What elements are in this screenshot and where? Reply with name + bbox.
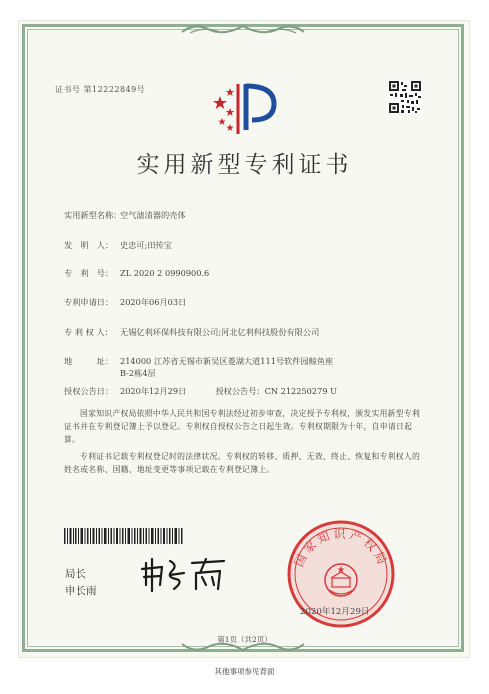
- field-application-date: [64, 297, 186, 308]
- field-address: [64, 356, 333, 367]
- seal-text: 国家知识产权局: [291, 527, 391, 569]
- field-value: 史忠可;田传宝: [120, 240, 172, 250]
- director-name: 申长雨: [65, 585, 97, 597]
- field-label: 地 址：: [64, 356, 114, 366]
- patent-office-emblem: [208, 78, 280, 136]
- field-utility-model-name: [64, 210, 186, 221]
- field-label: 专 利 号：: [64, 268, 114, 278]
- field-patent-number: [64, 268, 209, 279]
- seal-date: 2020年12月29日: [300, 607, 370, 617]
- certificate-number-value: 第12222849号: [83, 85, 146, 94]
- certificate-title: 实用新型专利证书: [136, 152, 353, 178]
- top-border-ornament: [180, 22, 306, 36]
- field-label: 专 利 权 人：: [64, 327, 113, 337]
- field-value: 无锡亿利环保科技有限公司;河北亿利科技股份有限公司: [120, 327, 320, 337]
- field-patentee: [64, 327, 319, 338]
- field-inventor: [64, 240, 172, 251]
- footer-note: 其他事项参见背面: [214, 667, 275, 676]
- field-label: 授权公告号：: [215, 386, 265, 396]
- handwritten-signature: [140, 555, 228, 595]
- director-title: 局长: [65, 568, 86, 580]
- certificate-number: [55, 84, 145, 95]
- field-address-line2: B-2栋4层: [120, 368, 156, 378]
- field-value: 2020年06月03日: [120, 297, 187, 307]
- paragraph-grant-statement: 国家知识产权局依照中华人民共和国专利法经过初步审查，决定授予专利权，颁发实用新型专利证书并在专利登记簿上予以登记。专利权自授权公告之日起生效。专利权期限为十年，自申请日起算。: [64, 409, 421, 444]
- field-label: 实用新型名称：: [64, 210, 122, 220]
- field-label: 专利申请日：: [64, 297, 114, 307]
- paragraph-register-statement: 专利证书记载专利权登记时的法律状况。专利权的转移、质押、无效、终止、恢复和专利权人的姓名或名称、国籍、地址变更等事项记载在专利登记簿上。: [64, 452, 421, 474]
- field-label: 授权公告日：: [64, 386, 114, 396]
- field-value: 2020年12月29日: [120, 386, 187, 396]
- barcode: [64, 528, 184, 544]
- field-label: 发 明 人：: [64, 240, 114, 250]
- field-value: 空气滤清器的壳体: [120, 210, 186, 220]
- field-value: CN 212250279 U: [264, 386, 338, 396]
- page-number: 第1页（共2页）: [217, 635, 272, 644]
- field-grant-announcement: [64, 386, 337, 397]
- field-value: 214000 江苏省无锡市新吴区菱湖大道111号软件园鲸鱼座: [120, 356, 334, 366]
- certificate-number-label: 证书号: [55, 85, 81, 94]
- field-value: ZL 2020 2 0990900.6: [120, 268, 210, 278]
- qr-code: [388, 80, 422, 114]
